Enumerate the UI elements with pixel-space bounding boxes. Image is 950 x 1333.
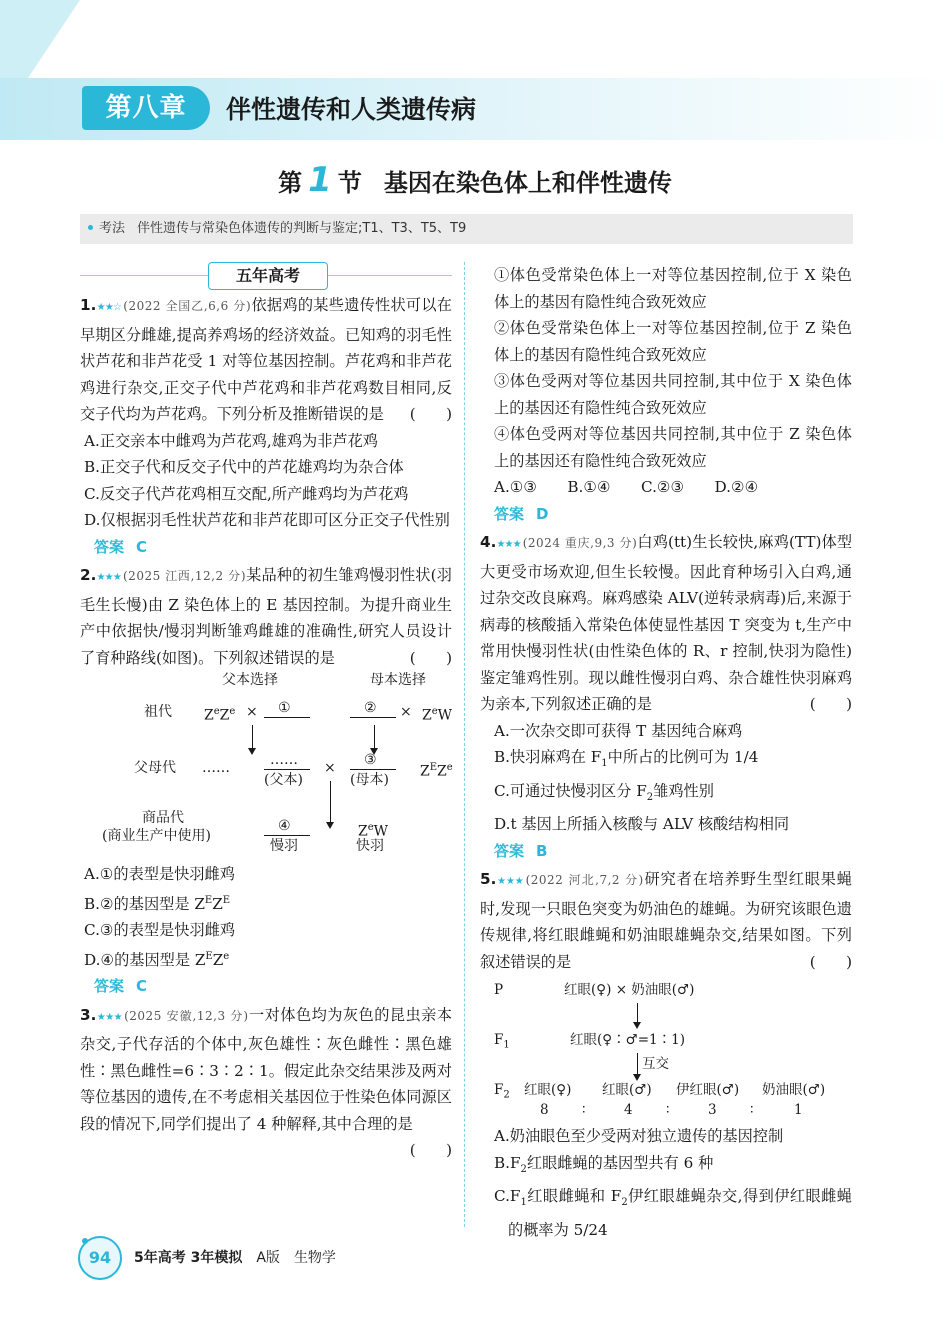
question-number: 4. [480,533,497,551]
mother-selection-label: 母本选择 [370,672,426,688]
question-source: (2025 江西,12,2 分) [123,569,246,583]
option-d: D.t 基因上所插入核酸与 ALV 核酸结构相同 [494,815,790,834]
f2-item: 奶油眼(♂) [762,1082,826,1099]
f1-result: 红眼(♀∶♂=1∶1) [570,1032,685,1049]
answer-paren: ( ) [809,695,852,713]
question-4 [480,529,852,718]
difficulty-stars-icon: ★★★ [96,1011,123,1023]
option-c: C.反交子代芦花鸡相互交配,所产雌鸡均为芦花鸡 [84,484,409,503]
blank-1: ① [278,700,291,716]
difficulty-stars-icon: ★★★ [496,539,521,550]
ratio-value: 1 [794,1102,803,1119]
cross-symbol: × [324,760,336,776]
p-cross: 红眼(♀) × 奶油眼(♂) [564,982,695,999]
section-prefix: 第 [278,169,303,197]
fast-feather-label: 快羽 [356,838,384,854]
ratio-value: 3 [708,1102,717,1119]
blank-4: ④ [278,818,291,834]
blank-3: ③ [364,752,377,768]
right-column [480,262,852,1243]
column-divider [464,262,465,1227]
section-label: 五年高考 [208,262,328,290]
question-1 [80,292,452,428]
question-2 [80,562,452,671]
header-line-right [328,275,452,276]
chapter-badge: 第八章 [82,86,210,130]
question-number: 1. [80,296,97,314]
question-number: 3. [80,1005,97,1024]
answer-line [494,838,852,865]
ratio-value: 8 [540,1102,549,1119]
option-d: D.仅根据羽毛性状芦花和非芦花即可区分正交子代性别 [84,511,450,529]
answer-line [94,534,452,561]
intercross-label: 互交 [642,1056,669,1073]
row-label-commercial-note: (商业生产中使用) [102,828,211,844]
answer-value: C [136,977,148,996]
answer-value: D [536,504,549,523]
subject: 生物学 [293,1250,336,1266]
answer-value: B [536,841,548,860]
genotype-zeze-big: $Z^EZ^e$ [420,762,453,780]
answer-label: 答案 [494,504,525,523]
option-d: D.④的基因型是 $Z^EZ^e$ [84,950,230,969]
question-source: (2025 安徽,12,3 分) [124,1008,249,1023]
genotype-zew: $Z^eW$ [422,706,453,724]
difficulty-stars-icon: ★★☆ [96,302,122,313]
question-5 [480,866,852,975]
answer-paren: ( ) [409,648,452,667]
answer-label: 答案 [494,841,525,860]
q3-options: A.①③ B.①④ C.②③ D.②④ [494,478,759,496]
question-stem: 一对体色均为灰色的昆虫亲本杂交,子代存活的个体中,灰色雄性∶灰色雌性∶黑色雄性∶黑色雌性=6∶3∶2∶1。假定此杂交结果涉及两对等位基因的遗传,在不考虑相关基因位于性染色体同源区段的情况下,同学们提出了 4 种解释,其中合理的是 [80,1005,453,1133]
page-number: 94 [78,1236,122,1280]
arrow-down-icon [252,725,253,749]
section-number: 1 [308,160,332,200]
chapter-title: 伴性遗传和人类遗传病 [226,95,477,124]
cross-diagram [480,975,852,1123]
q3-item-3: ③体色受两对等位基因共同控制,其中位于 X 染色体上的基因还有隐性纯合致死效应 [494,372,852,417]
arrow-down-icon [374,725,375,749]
breeding-diagram [80,671,452,861]
q3-item-4: ④体色受两对等位基因共同控制,其中位于 Z 染色体上的基因还有隐性纯合致死效应 [494,425,852,470]
blank-2: ② [364,700,377,716]
kaofa-bar [80,214,853,244]
kaofa-label: 考法 [99,221,126,236]
footer [134,1247,350,1267]
father-selection-label: 父本选择 [222,672,278,688]
blank-2-line [350,717,396,718]
option-a: A.①的表型是快羽雌鸡 [84,865,235,883]
blank-4-line [264,835,310,836]
row-label-parent: 父母代 [134,760,176,776]
section-title [0,160,950,200]
answer-paren: ( ) [809,952,852,971]
blank-3-line [350,769,396,770]
option-b: B.②的基因型是 $Z^EZ^E$ [84,894,231,913]
edition: A版 [256,1250,280,1266]
arrow-down-icon [637,1003,638,1023]
p-label: P [494,982,504,999]
row-label-grand: 祖代 [144,704,172,720]
option-a: A.正交亲本中雌鸡为芦花鸡,雄鸡为非芦花鸡 [84,431,378,450]
answer-label: 答案 [94,537,125,556]
question-source: (2022 河北,7,2 分) [525,873,644,888]
q3-item-1: ①体色受常染色体上一对等位基因控制,位于 X 染色体上的基因有隐性纯合致死效应 [494,266,852,311]
kaofa-text: 伴性遗传与常染色体遗传的判断与鉴定;T1、T3、T5、T9 [137,221,467,236]
f2-item: 红眼(♀) [524,1082,572,1099]
option-b: B.快羽麻鸡在 $F_1$中所占的比例可为 1/4 [494,748,759,770]
arrow-down-icon [637,1053,638,1075]
ratio-value: 4 [624,1102,633,1119]
question-stem: 某品种的初生雏鸡慢羽性状(羽毛生长慢)由 Z 染色体上的 E 基因控制。为提升商业生产中依据快/慢羽判断雏鸡雌雄的准确性,研究人员设计了育种路线(如图)。下列叙述错误的是 [80,566,452,667]
answer-label: 答案 [94,977,125,996]
page-dot-icon [82,1238,88,1244]
f2-label: $F_2$ [494,1082,510,1101]
ellipsis: …… [202,760,230,776]
option-b: B.正交子代和反交子代中的芦花雄鸡均为杂合体 [84,458,404,476]
answer-line [94,973,452,1000]
father-label: (父本) [264,772,303,788]
header-line-left [80,275,208,276]
left-column [80,262,452,1164]
difficulty-stars-icon: ★★★ [96,572,121,583]
f2-item: 红眼(♂) [602,1082,652,1099]
option-c: C.③的表型是快羽雌鸡 [84,921,236,940]
blank-1-line [264,717,310,718]
answer-value: C [136,537,148,556]
question-number: 2. [80,566,97,584]
q3-item-2: ②体色受常染色体上一对等位基因控制,位于 Z 染色体上的基因有隐性纯合致死效应 [494,319,852,364]
genotype-zeze: $Z^eZ^e$ [204,706,236,724]
book-title: 5年高考 3年模拟 [134,1250,243,1266]
slow-feather-label: 慢羽 [270,838,298,854]
genotype-zew-2: $Z^eW$ [358,822,389,840]
underline [264,769,310,770]
f1-label: $F_1$ [494,1032,510,1051]
section-suffix: 节 [337,169,362,197]
row-label-commercial: 商品代 [142,810,184,826]
option-c: C.可通过快慢羽区分 $F_2$雏鸡性别 [494,781,714,803]
section-name: 基因在染色体上和伴性遗传 [383,169,672,197]
ratio-sep: ∶ [666,1102,670,1119]
option-a: A.一次杂交即可获得 T 基因纯合麻鸡 [494,721,743,740]
option-b: $B.F_2$红眼雌蝇的基因型共有 6 种 [494,1153,714,1175]
question-3 [80,1002,453,1160]
f2-item: 伊红眼(♂) [676,1082,740,1099]
question-stem: 依据鸡的某些遗传性状可以在早期区分雌雄,提高养鸡场的经济效益。已知鸡的羽毛性状芦花和非芦花受 1 对等位基因控制。芦花鸡和非芦花鸡进行杂交,正交子代中芦花鸡和非芦花鸡数目相同,反交子代均为芦花鸡。下列分析及推断错误的是 [80,296,452,423]
cross-symbol: × [400,704,412,720]
option-a: A.奶油眼色至少受两对独立遗传的基因控制 [494,1127,784,1146]
option-c: $C.F_1$红眼雌蝇和 $F_2$伊红眼雄蝇杂交,得到伊红眼雌蝇的概率为 5/24 [494,1187,852,1239]
ratio-sep: ∶ [582,1102,586,1119]
bullet-icon [88,225,93,230]
answer-line [494,501,852,528]
difficulty-stars-icon: ★★★ [496,876,524,888]
question-source: (2022 全国乙,6,6 分) [123,299,252,313]
question-source: (2024 重庆,9,3 分) [522,536,638,550]
question-number: 5. [480,870,497,889]
question-stem: 白鸡(tt)生长较快,麻鸡(TT)体型大更受市场欢迎,但生长较慢。因此育种场引入白鸡,通过杂交改良麻鸡。麻鸡感染 ALV(逆转录病毒)后,来源于病毒的核酸插入常染色体使显性基因 T 突变为 t,生产中常用快慢羽性状(由性染色体的 R、r 控制,快羽为隐性)鉴定雏鸡性别。现以雌性慢羽白鸡、杂合雄性快羽麻鸡为亲本,下列叙述正确的是 [480,533,853,713]
mother-label: (母本) [350,772,389,788]
ellipsis: …… [270,752,298,768]
section-header [80,262,452,290]
answer-paren: ( ) [409,405,452,423]
question-stem: 研究者在培养野生型红眼果蝇时,发现一只眼色突变为奶油色的雄蝇。为研究该眼色遗传规律,将红眼雌蝇和奶油眼雄蝇杂交,结果如图。下列叙述错误的是 [480,870,852,971]
ratio-sep: ∶ [750,1102,754,1119]
cross-symbol: × [246,704,258,720]
arrow-down-icon [330,781,331,823]
answer-paren: ( ) [409,1141,452,1160]
